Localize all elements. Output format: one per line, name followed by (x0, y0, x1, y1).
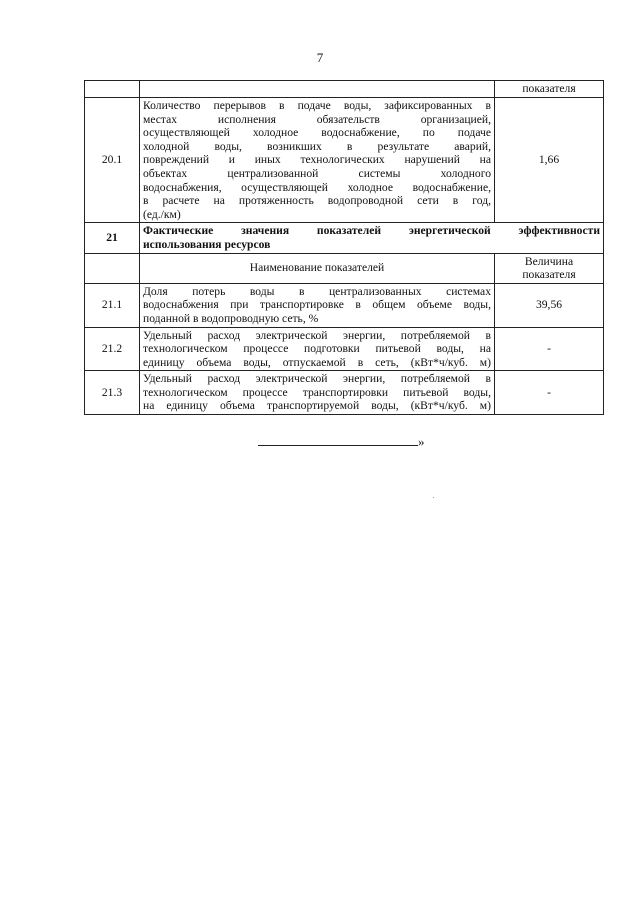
section-title-line: использования ресурсов (143, 237, 271, 251)
text-line: технологическом процессе подготовки питьевой воды, на (143, 342, 491, 356)
value-header-tail: показателя (495, 81, 604, 98)
text-line: объектах централизованной системы холодного (143, 166, 491, 180)
row-text (140, 327, 495, 371)
section-title (140, 223, 604, 253)
text-line: осуществляющей холодное водоснабжение, по подаче (143, 126, 491, 140)
text-line: Количество перерывов в подаче воды, зафиксированных в (143, 99, 491, 112)
column-header-row (85, 253, 604, 283)
table-row-21-3 (85, 371, 604, 415)
text-line: местах исполнения обязательств организацией, (143, 112, 491, 126)
header-indicator-value (495, 253, 604, 283)
text-line: Удельный расход электрической энергии, потребляемой в (143, 372, 491, 386)
closing-line (258, 434, 425, 450)
page-number: 7 (316, 50, 324, 65)
num-cell (85, 81, 140, 98)
scan-speck (433, 497, 434, 498)
header-indicator-name: Наименование показателей (140, 253, 495, 283)
row-text (140, 371, 495, 415)
text-line: (ед./км) (143, 207, 181, 221)
text-line: в расчете на протяженность водопроводной сети в год, (143, 194, 491, 208)
row-text (140, 283, 495, 327)
text-line: поданной в водопроводную сеть, % (143, 311, 319, 325)
row-number: 20.1 (85, 98, 140, 223)
text-line: технологическом процессе транспортировки питьевой воды, (143, 385, 491, 399)
indicators-table (84, 80, 604, 415)
section-row-21 (85, 223, 604, 253)
closing-quote-mark: » (418, 434, 425, 449)
row-text (140, 98, 495, 223)
row-value: - (495, 371, 604, 415)
row-value: - (495, 327, 604, 371)
text-line: водоснабжения при транспортировке в общем объеме воды, (143, 298, 491, 312)
closing-rule (258, 435, 418, 446)
row-value: 39,56 (495, 283, 604, 327)
row-number: 21.1 (85, 283, 140, 327)
row-number: 21.2 (85, 327, 140, 371)
section-number: 21 (85, 223, 140, 253)
text-cell (140, 81, 495, 98)
table-row-continuation (85, 81, 604, 98)
table-row-20-1 (85, 98, 604, 223)
text-line: на единицу объема транспортируемой воды, (кВт*ч/куб. м) (143, 399, 491, 413)
row-value: 1,66 (495, 98, 604, 223)
section-title-line: Фактические значения показателей энергетической эффективности (143, 224, 600, 238)
header-value-line: Величина (524, 254, 574, 268)
text-line: холодной воды, возникших в результате аварий, (143, 139, 491, 153)
num-cell (85, 253, 140, 283)
text-line: единицу объема воды, отпускаемой в сеть, (кВт*ч/куб. м) (143, 355, 491, 369)
text-line: Удельный расход электрической энергии, потребляемой в (143, 328, 491, 342)
table-row-21-1 (85, 283, 604, 327)
text-line: Доля потерь воды в централизованных системах (143, 284, 491, 298)
text-line: повреждений и иных технологических нарушений на (143, 153, 491, 167)
row-number: 21.3 (85, 371, 140, 415)
header-value-line: показателя (522, 268, 576, 282)
text-line: водоснабжения, осуществляющей холодное водоснабжение, (143, 180, 491, 194)
table-row-21-2 (85, 327, 604, 371)
